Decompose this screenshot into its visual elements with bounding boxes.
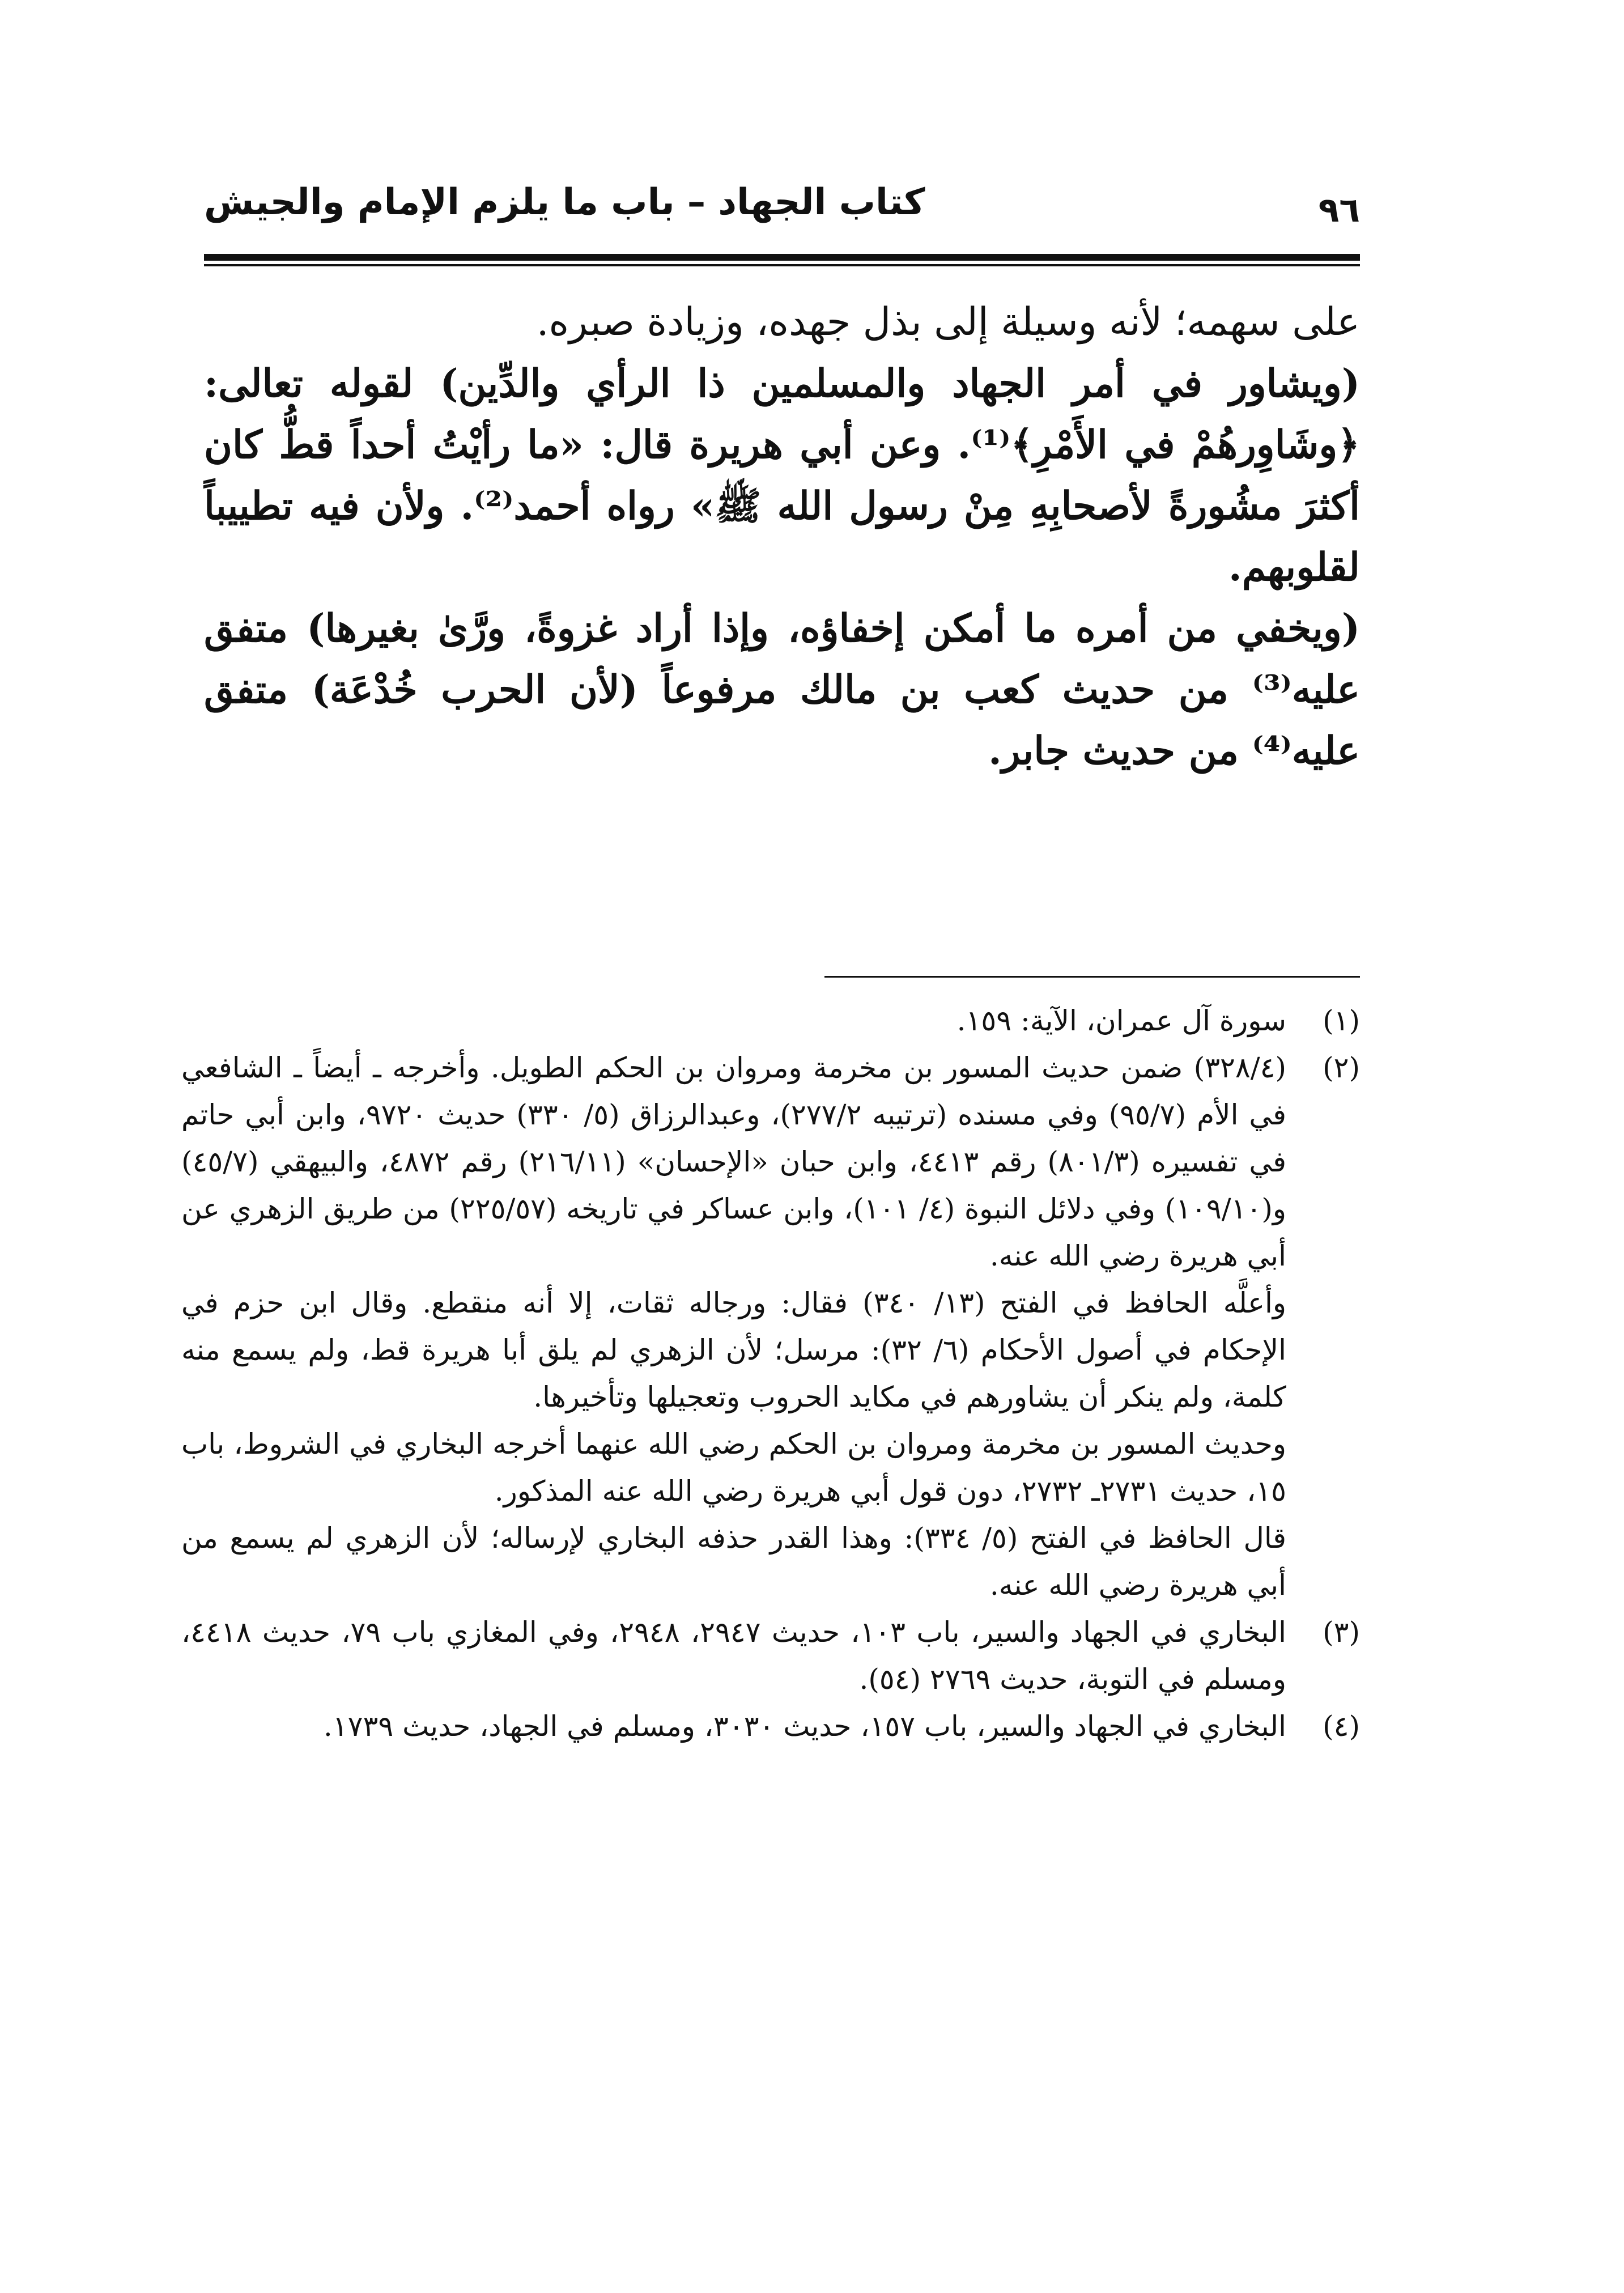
footnote-3 xyxy=(181,1609,1360,1703)
footnote-number: (٣) xyxy=(1323,1616,1360,1649)
footnote-text: سورة آل عمران، الآية: ١٥٩. xyxy=(956,1004,1286,1037)
footnote-2-continuation-1: وأعلَّه الحافظ في الفتح (١٣/ ٣٤٠) فقال: ورجاله ثقات، إلا أنه منقطع. وقال ابن حزم في الإحكام في أصول الأحكام (٦/ ٣٢): مرسل؛ لأن الزهري لم يلق أبا هريرة قط، ولم يسمع منه كلمة، ولم ينكر أن يشاورهم في مكايد الحروب وتعجيلها وتأخيرها. xyxy=(181,1286,1287,1413)
footnote-separator xyxy=(824,976,1360,978)
main-text xyxy=(204,292,1360,782)
footnote-text: البخاري في الجهاد والسير، باب ١٠٣، حديث ٢٩٤٧، ٢٩٤٨، وفي المغازي باب ٧٩، حديث ٤٤١٨، ومسلم في التوبة، حديث ٢٧٦٩ (٥٤). xyxy=(181,1616,1287,1696)
main-paragraph-2: (ويشاور في أمر الجهاد والمسلمين ذا الرأي والدِّين) لقوله تعالى: ﴿وشَاوِرهُمْ في الأَمْرِ﴾⁽¹⁾. وعن أبي هريرة قال: «ما رأيْتُ أحداً قطُّ كان أكثرَ مشُورةً لأصحابِهِ مِنْ رسول الله ﷺ» رواه أحمد⁽²⁾. ولأن فيه تطييباً لقلوبهم. xyxy=(204,361,1361,590)
footnote-2-continuation-3: قال الحافظ في الفتح (٥/ ٣٣٤): وهذا القدر حذفه البخاري لإرساله؛ لأن الزهري لم يسمع من أبي هريرة رضي الله عنه. xyxy=(181,1522,1286,1602)
footnote-number: (٢) xyxy=(1323,1051,1360,1084)
page-header xyxy=(204,170,1360,249)
page-number: ٩٦ xyxy=(1318,190,1360,230)
footnotes xyxy=(181,997,1360,1750)
footnote-text: (٣٢٨/٤) ضمن حديث المسور بن مخرمة ومروان بن الحكم الطويل. وأخرجه ـ أيضاً ـ الشافعي في الأم (٩٥/٧) وفي مسنده (ترتيبه ٢٧٧/٢)، وعبدالرزاق (٥/ ٣٣٠) حديث ٩٧٢٠، وابن أبي حاتم في تفسيره (٨٠١/٣) رقم ٤٤١٣، وابن حبان «الإحسان» (٢١٦/١١) رقم ٤٨٧٢، والبيهقي (٤٥/٧) و(١٠٩/١٠) وفي دلائل النبوة (٤/ ١٠١)، وابن عساكر في تاريخه (٢٢٥/٥٧) من طريق الزهري عن أبي هريرة رضي الله عنه. xyxy=(181,1051,1287,1272)
footnote-2 xyxy=(181,1044,1360,1280)
footnote-4 xyxy=(181,1703,1360,1750)
footnote-1 xyxy=(181,997,1360,1044)
main-paragraph-3: (ويخفي من أمره ما أمكن إخفاؤه، وإذا أراد غزوةً، ورَّىٰ بغيرها) متفق عليه⁽³⁾ من حديث كعب بن مالك مرفوعاً (لأن الحرب خُدْعَة) متفق عليه⁽⁴⁾ من حديث جابر. xyxy=(204,606,1360,774)
footnote-number: (١) xyxy=(1323,1004,1360,1037)
running-title: كتاب الجهاد – باب ما يلزم الإمام والجيش xyxy=(204,181,925,223)
header-rule-thick xyxy=(204,254,1360,261)
main-paragraph-1: على سهمه؛ لأنه وسيلة إلى بذل جهده، وزيادة صبره. xyxy=(536,300,1360,345)
footnote-2-continuation-2: وحديث المسور بن مخرمة ومروان بن الحكم رضي الله عنهما أخرجه البخاري في الشروط، باب ١٥، حديث ٢٧٣١ـ ٢٧٣٢، دون قول أبي هريرة رضي الله عنه المذكور. xyxy=(181,1428,1286,1508)
footnote-text: البخاري في الجهاد والسير، باب ١٥٧، حديث ٣٠٣٠، ومسلم في الجهاد، حديث ١٧٣٩. xyxy=(323,1710,1286,1743)
header-rule-thin xyxy=(204,264,1360,266)
footnote-number: (٤) xyxy=(1323,1710,1360,1743)
